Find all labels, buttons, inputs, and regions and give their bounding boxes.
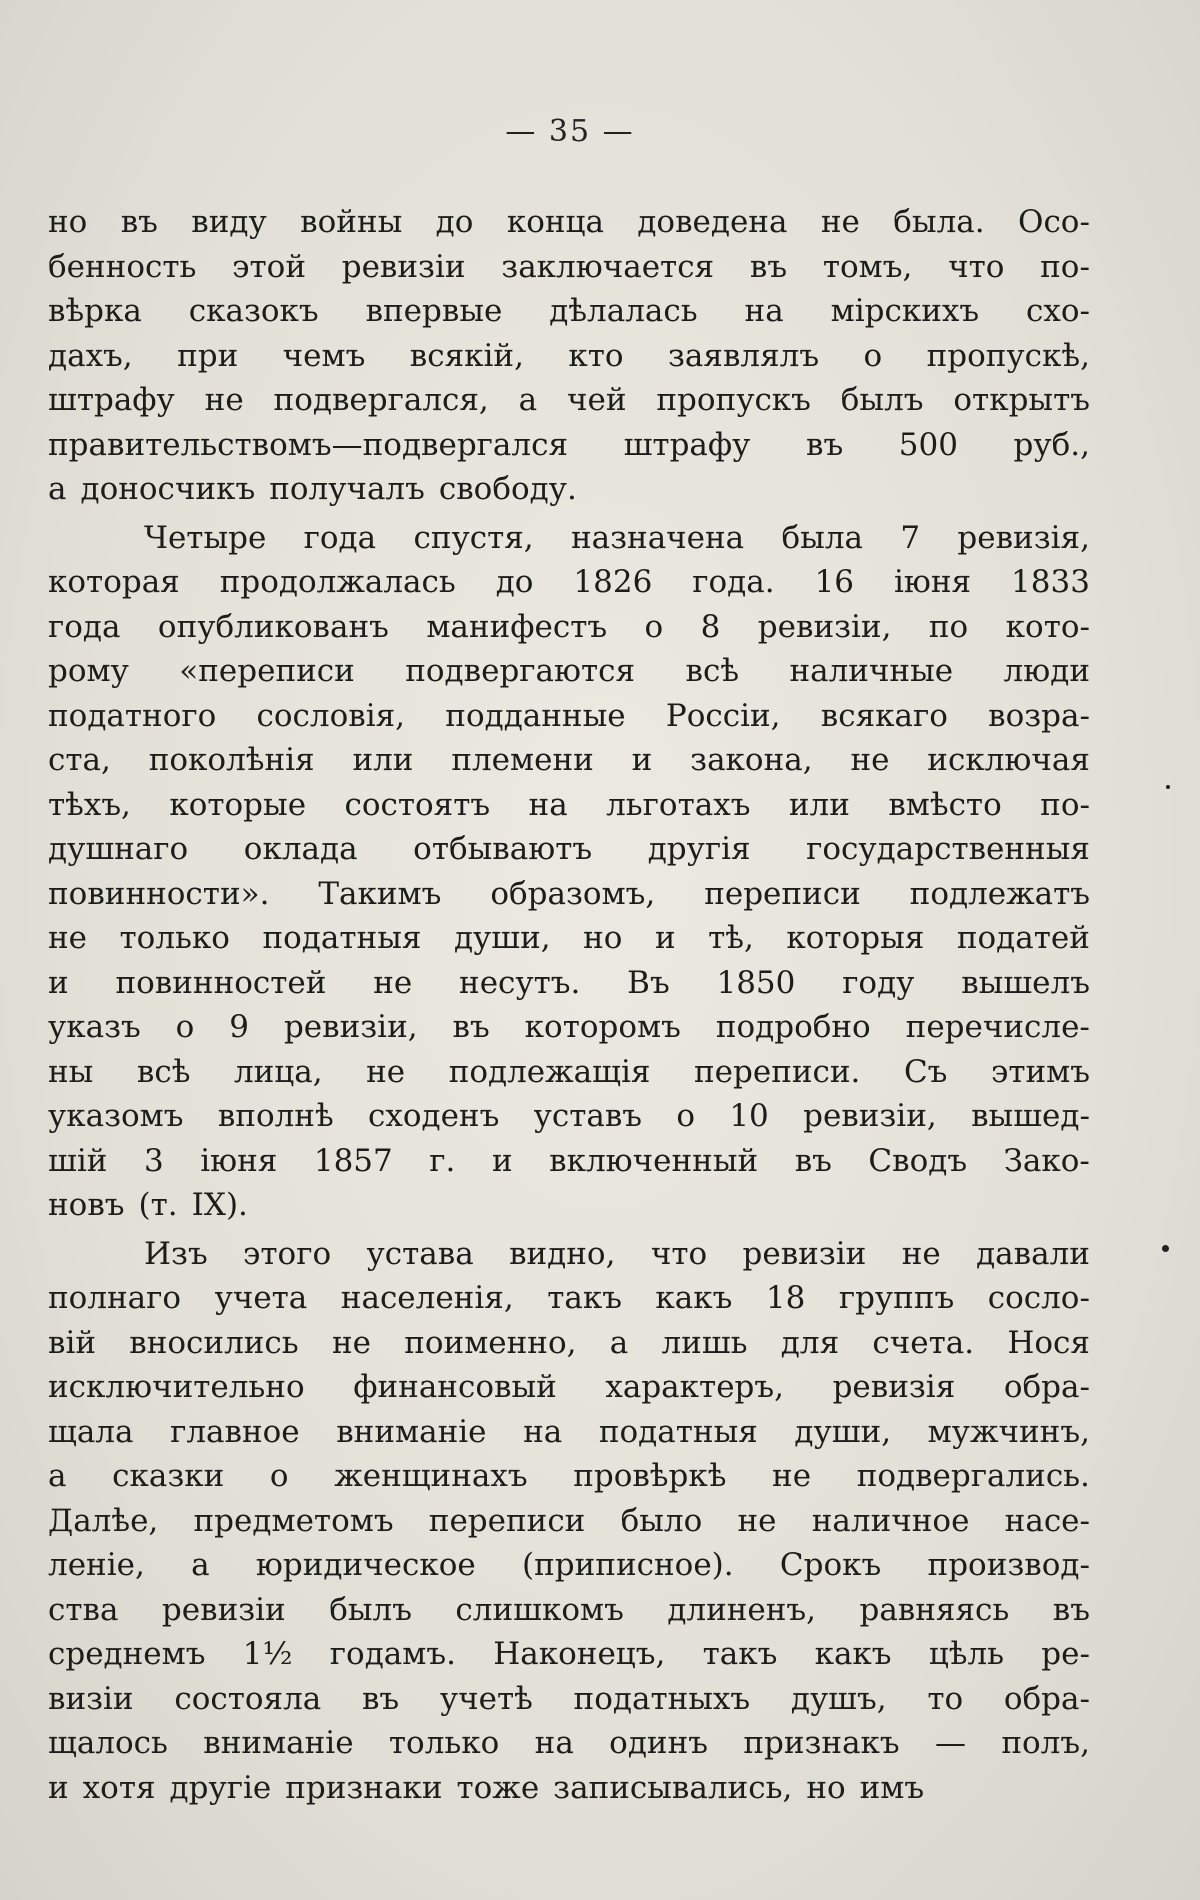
text-line: вѣрка сказокъ впервые дѣлалась на мірскихъ схо- [48,293,1090,329]
text-line: щалось вниманіе только на одинъ признакъ — полъ, [48,1725,1090,1761]
text-line: податного сословія, подданные Россіи, всякаго возра- [48,697,1090,734]
text-line: щала главное вниманіе на податныя души, мужчинъ, [48,1413,1090,1450]
text-line: дахъ, при чемъ всякій, кто заявлялъ о пропускѣ, [48,337,1090,374]
text-line: среднемъ 1½ годамъ. Наконецъ, такъ какъ цѣль ре- [48,1636,1090,1672]
text-line: душнаго оклада отбываютъ другія государственныя [48,831,1090,867]
text-line: указомъ вполнѣ сходенъ уставъ о 10 ревизіи, вышед- [48,1098,1090,1134]
text-line: новъ (т. IX). [48,1187,248,1223]
text-line: рому «переписи подвергаются всѣ наличные люди [48,653,1090,689]
paragraph [48,1232,1090,1811]
text-line: а доносчикъ получалъ свободу. [48,471,577,507]
text-line: и повинностей не несутъ. Въ 1850 году вышелъ [48,964,1090,1001]
text-line: ста, поколѣнія или племени и закона, не исключая [48,742,1090,778]
text-line: бенность этой ревизіи заключается въ томъ, что по- [48,248,1090,285]
paragraph [48,200,1090,512]
text-line: и хотя другіе признаки тоже записывались, но имъ [48,1769,925,1806]
text-line: года опубликованъ манифестъ о 8 ревизіи, по кото- [48,608,1090,645]
text-line: шій 3 іюня 1857 г. и включенный въ Сводъ Зако- [48,1142,1090,1179]
text-line: визіи состояла въ учетѣ податныхъ душъ, то обра- [48,1680,1090,1717]
text-line: вій вносились не поименно, а лишь для счета. Нося [48,1324,1090,1361]
text-line: Далѣе, предметомъ переписи было не наличное насе- [48,1502,1090,1539]
body-text [48,200,1090,1810]
text-line: леніе, а юридическое (приписное). Срокъ производ- [48,1547,1090,1583]
ink-speck [1166,785,1170,789]
page-number: — 35 — [505,114,635,149]
text-line: штрафу не подвергался, а чей пропускъ былъ открытъ [48,382,1090,418]
text-line: а сказки о женщинахъ провѣркѣ не подвергались. [48,1458,1090,1494]
text-line: не только податныя души, но и тѣ, которыя податей [48,920,1090,956]
text-line: указъ о 9 ревизіи, въ которомъ подробно перечисле- [48,1009,1090,1045]
text-line: ства ревизіи былъ слишкомъ длиненъ, равняясь въ [48,1591,1090,1628]
text-line: тѣхъ, которые состоятъ на льготахъ или вмѣсто по- [48,786,1090,823]
text-line: ны всѣ лица, не подлежащія переписи. Съ этимъ [48,1053,1090,1090]
text-line: Изъ этого устава видно, что ревизіи не давали [144,1235,1090,1272]
text-line: которая продолжалась до 1826 года. 16 іюня 1833 [48,564,1090,600]
text-line: правительствомъ—подвергался штрафу въ 500 руб., [48,426,1090,463]
text-line: Четыре года спустя, назначена была 7 ревизія, [144,519,1090,556]
paragraph [48,516,1090,1228]
text-line: полнаго учета населенія, такъ какъ 18 группъ сосло- [48,1280,1090,1316]
ink-speck [1162,1245,1169,1252]
text-line: исключительно финансовый характеръ, ревизія обра- [48,1369,1090,1405]
text-line: но въ виду войны до конца доведена не была. Осо- [48,204,1090,240]
text-line: повинности». Такимъ образомъ, переписи подлежатъ [48,875,1090,912]
